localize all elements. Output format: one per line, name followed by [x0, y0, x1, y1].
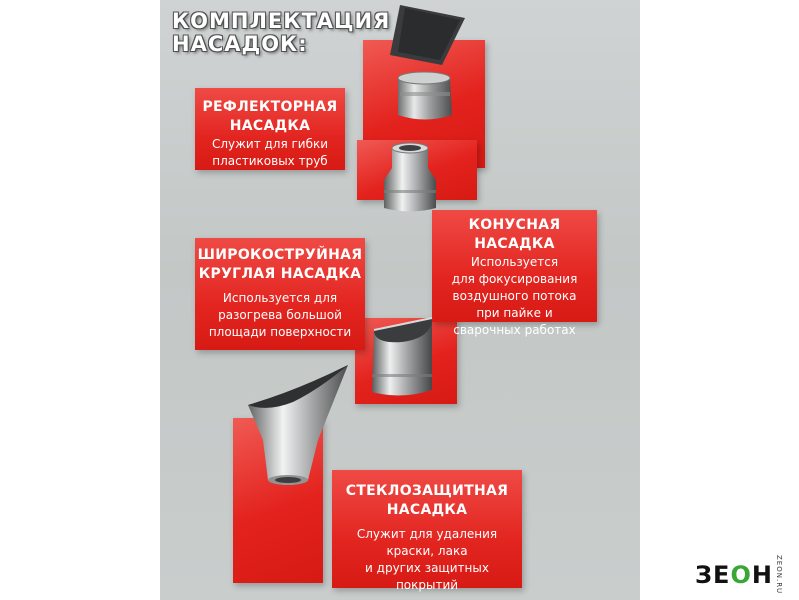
card-glass-desc-1: Служит для удаления: [356, 527, 498, 541]
card-wide: [195, 238, 365, 350]
card-wide-desc-2: разогрева большой: [218, 308, 342, 322]
card-glass-title-2: НАСАДКА: [386, 502, 468, 518]
card-reflector-desc-2: пластиковых труб: [212, 154, 328, 168]
product-infographic: [160, 0, 640, 600]
title-line-2: НАСАДОК:: [172, 32, 308, 56]
card-wide-title-1: ШИРОКОСТРУЙНАЯ: [197, 247, 363, 263]
card-glass-desc-2: краски, лака: [386, 544, 468, 558]
card-reflector-desc-1: Служит для гибки: [211, 137, 329, 151]
card-reflector: [195, 88, 345, 170]
card-cone-desc-4: при пайке и: [476, 306, 553, 320]
card-wide-desc-3: площади поверхности: [208, 325, 352, 339]
card-glass-title-1: СТЕКЛОЗАЩИТНАЯ: [345, 483, 509, 499]
card-cone-desc-3: воздушного потока: [452, 289, 577, 303]
card-glass: [332, 470, 522, 592]
card-wide-title-2: КРУГЛАЯ НАСАДКА: [198, 266, 362, 282]
title-line-1: КОМПЛЕКТАЦИЯ: [172, 9, 391, 33]
card-cone-title-2: НАСАДКА: [474, 236, 555, 252]
card-glass-desc-3: и других защитных: [365, 561, 489, 575]
logo-prefix: ЗЕ: [695, 560, 731, 589]
card-cone-title-1: КОНУСНАЯ: [468, 217, 561, 233]
card-cone-desc-2: для фокусирования: [451, 272, 578, 286]
page-title: [172, 10, 390, 56]
cone-nozzle-image: [370, 140, 450, 215]
zeon-logo: [695, 555, 783, 594]
logo-domain: ZEON.RU: [774, 555, 783, 595]
card-reflector-title-1: РЕФЛЕКТОРНАЯ: [202, 99, 338, 115]
card-reflector-title-2: НАСАДКА: [229, 118, 311, 134]
reflector-nozzle-image: [380, 0, 470, 125]
card-glass-desc-4: покрытий: [395, 578, 459, 592]
card-cone-desc-5: сварочных работах: [453, 323, 576, 337]
logo-accent: О: [730, 560, 752, 589]
logo-suffix: Н: [751, 560, 773, 589]
card-cone-desc-1: Используется: [470, 255, 559, 269]
wide-round-nozzle-image: [360, 312, 445, 402]
card-cone: [432, 210, 597, 337]
card-wide-desc-1: Используется для: [222, 291, 338, 305]
